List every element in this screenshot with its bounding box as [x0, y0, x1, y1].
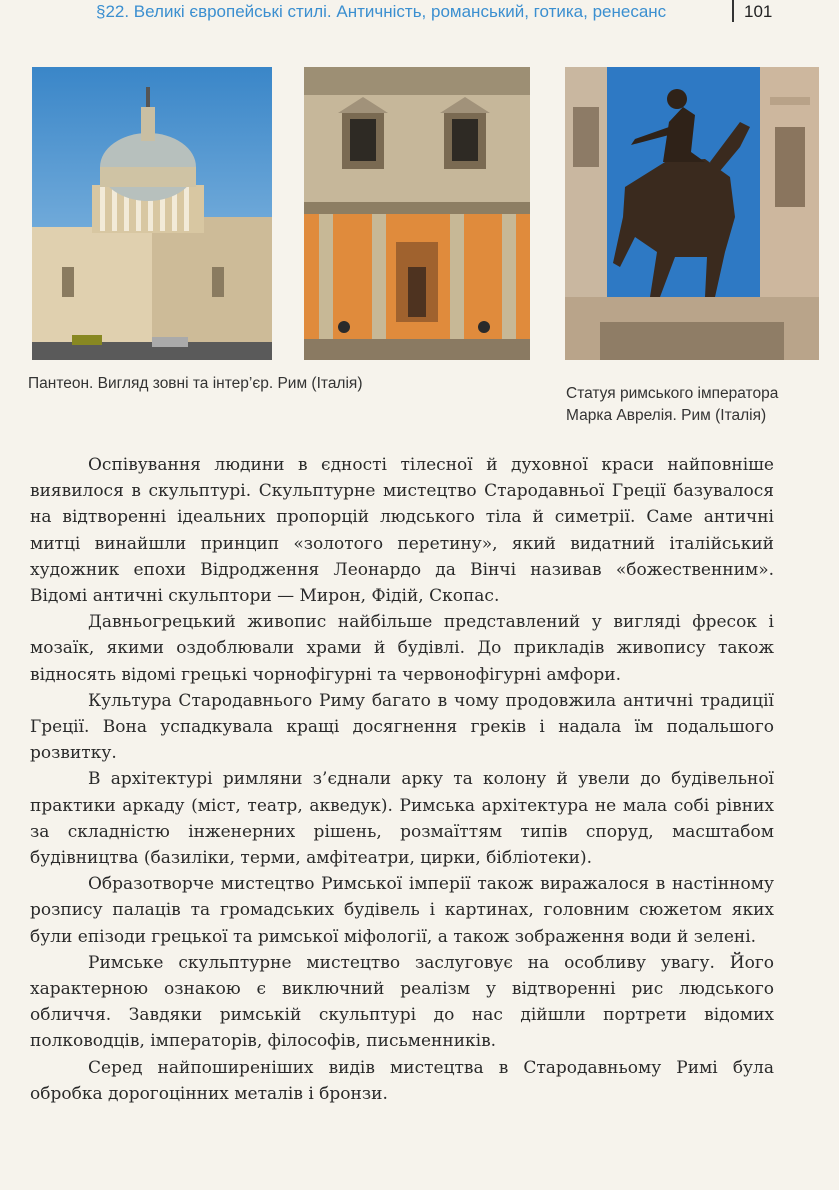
header-separator: [732, 0, 734, 22]
page-header: [0, 0, 839, 26]
pantheon-exterior-illustration: [32, 67, 272, 360]
paragraph: В архітектурі римляни з’єднали арку та колону й увели до будівельної практики аркаду (міст, театр, акведук). Римська архітектура не мала собі рівних за складністю інженерних рішень, розмаїттям типів споруд, масштабом будівництва (базиліки, терми, амфітеатри, цирки, бібліотеки).: [30, 769, 774, 869]
pantheon-interior-photo: [304, 67, 530, 360]
paragraph: Римське скульптурне мистецтво заслуговує на особливу увагу. Його характерною ознакою є виключний реалізм у відтворенні рис людського обличчя. Завдяки римській скульптурі до нас дійшли портрети відомих полководців, імператорів, філософів, письменників.: [30, 952, 774, 1052]
page-number: 101: [744, 2, 773, 21]
pantheon-exterior-photo: [32, 67, 272, 360]
body-text: [30, 452, 774, 1107]
paragraph: Серед найпоширеніших видів мистецтва в Стародавньому Римі була обробка дорогоцінних металів і бронзи.: [30, 1057, 774, 1104]
paragraph: Оспівування людини в єдності тілесної й духовної краси найповніше виявилося в скульптурі. Скульптурне мистецтво Стародавньої Греції базувалося на відтворенні ідеальних пропорцій людського тіла й симетрії. Саме античні митці винайшли принцип «золотого перетину», який видатний італійський художник епохи Відродження Леонардо да Вінчі називав «божественним». Відомі античні скульптори — Мирон, Фідій, Скопас.: [30, 455, 774, 607]
caption-statue-line1: Статуя римського імператора: [566, 385, 779, 402]
section-title: §22. Великі європейські стилі. Античність, романський, готика, ренесанс: [96, 2, 667, 21]
caption-statue: [566, 383, 832, 427]
equestrian-statue-illustration: [565, 67, 819, 360]
paragraph: Давньогрецький живопис найбільше представлений у вигляді фресок і мозаїк, якими оздоблювали храми й будівлі. До прикладів живопису також відносять відомі грецькі чорнофігурні та червонофігурні амфори.: [30, 612, 774, 685]
paragraph: Культура Стародавнього Риму багато в чому продовжила античні традиції Греції. Вона успадкувала кращі досягнення греків і надала їм подальшого розвитку.: [30, 690, 774, 764]
marcus-aurelius-statue-photo: [565, 67, 819, 360]
caption-pantheon: Пантеон. Вигляд зовні та інтер’єр. Рим (Італія): [28, 375, 363, 392]
caption-statue-line2: Марка Аврелія. Рим (Італія): [566, 407, 767, 424]
paragraph: Образотворче мистецтво Римської імперії також виражалося в настінному розпису палаців та громадських будівель і картинах, головним сюжетом яких були епізоди грецької та римської міфології, а також зображення води й зелені.: [30, 874, 774, 947]
pantheon-interior-illustration: [304, 67, 530, 360]
